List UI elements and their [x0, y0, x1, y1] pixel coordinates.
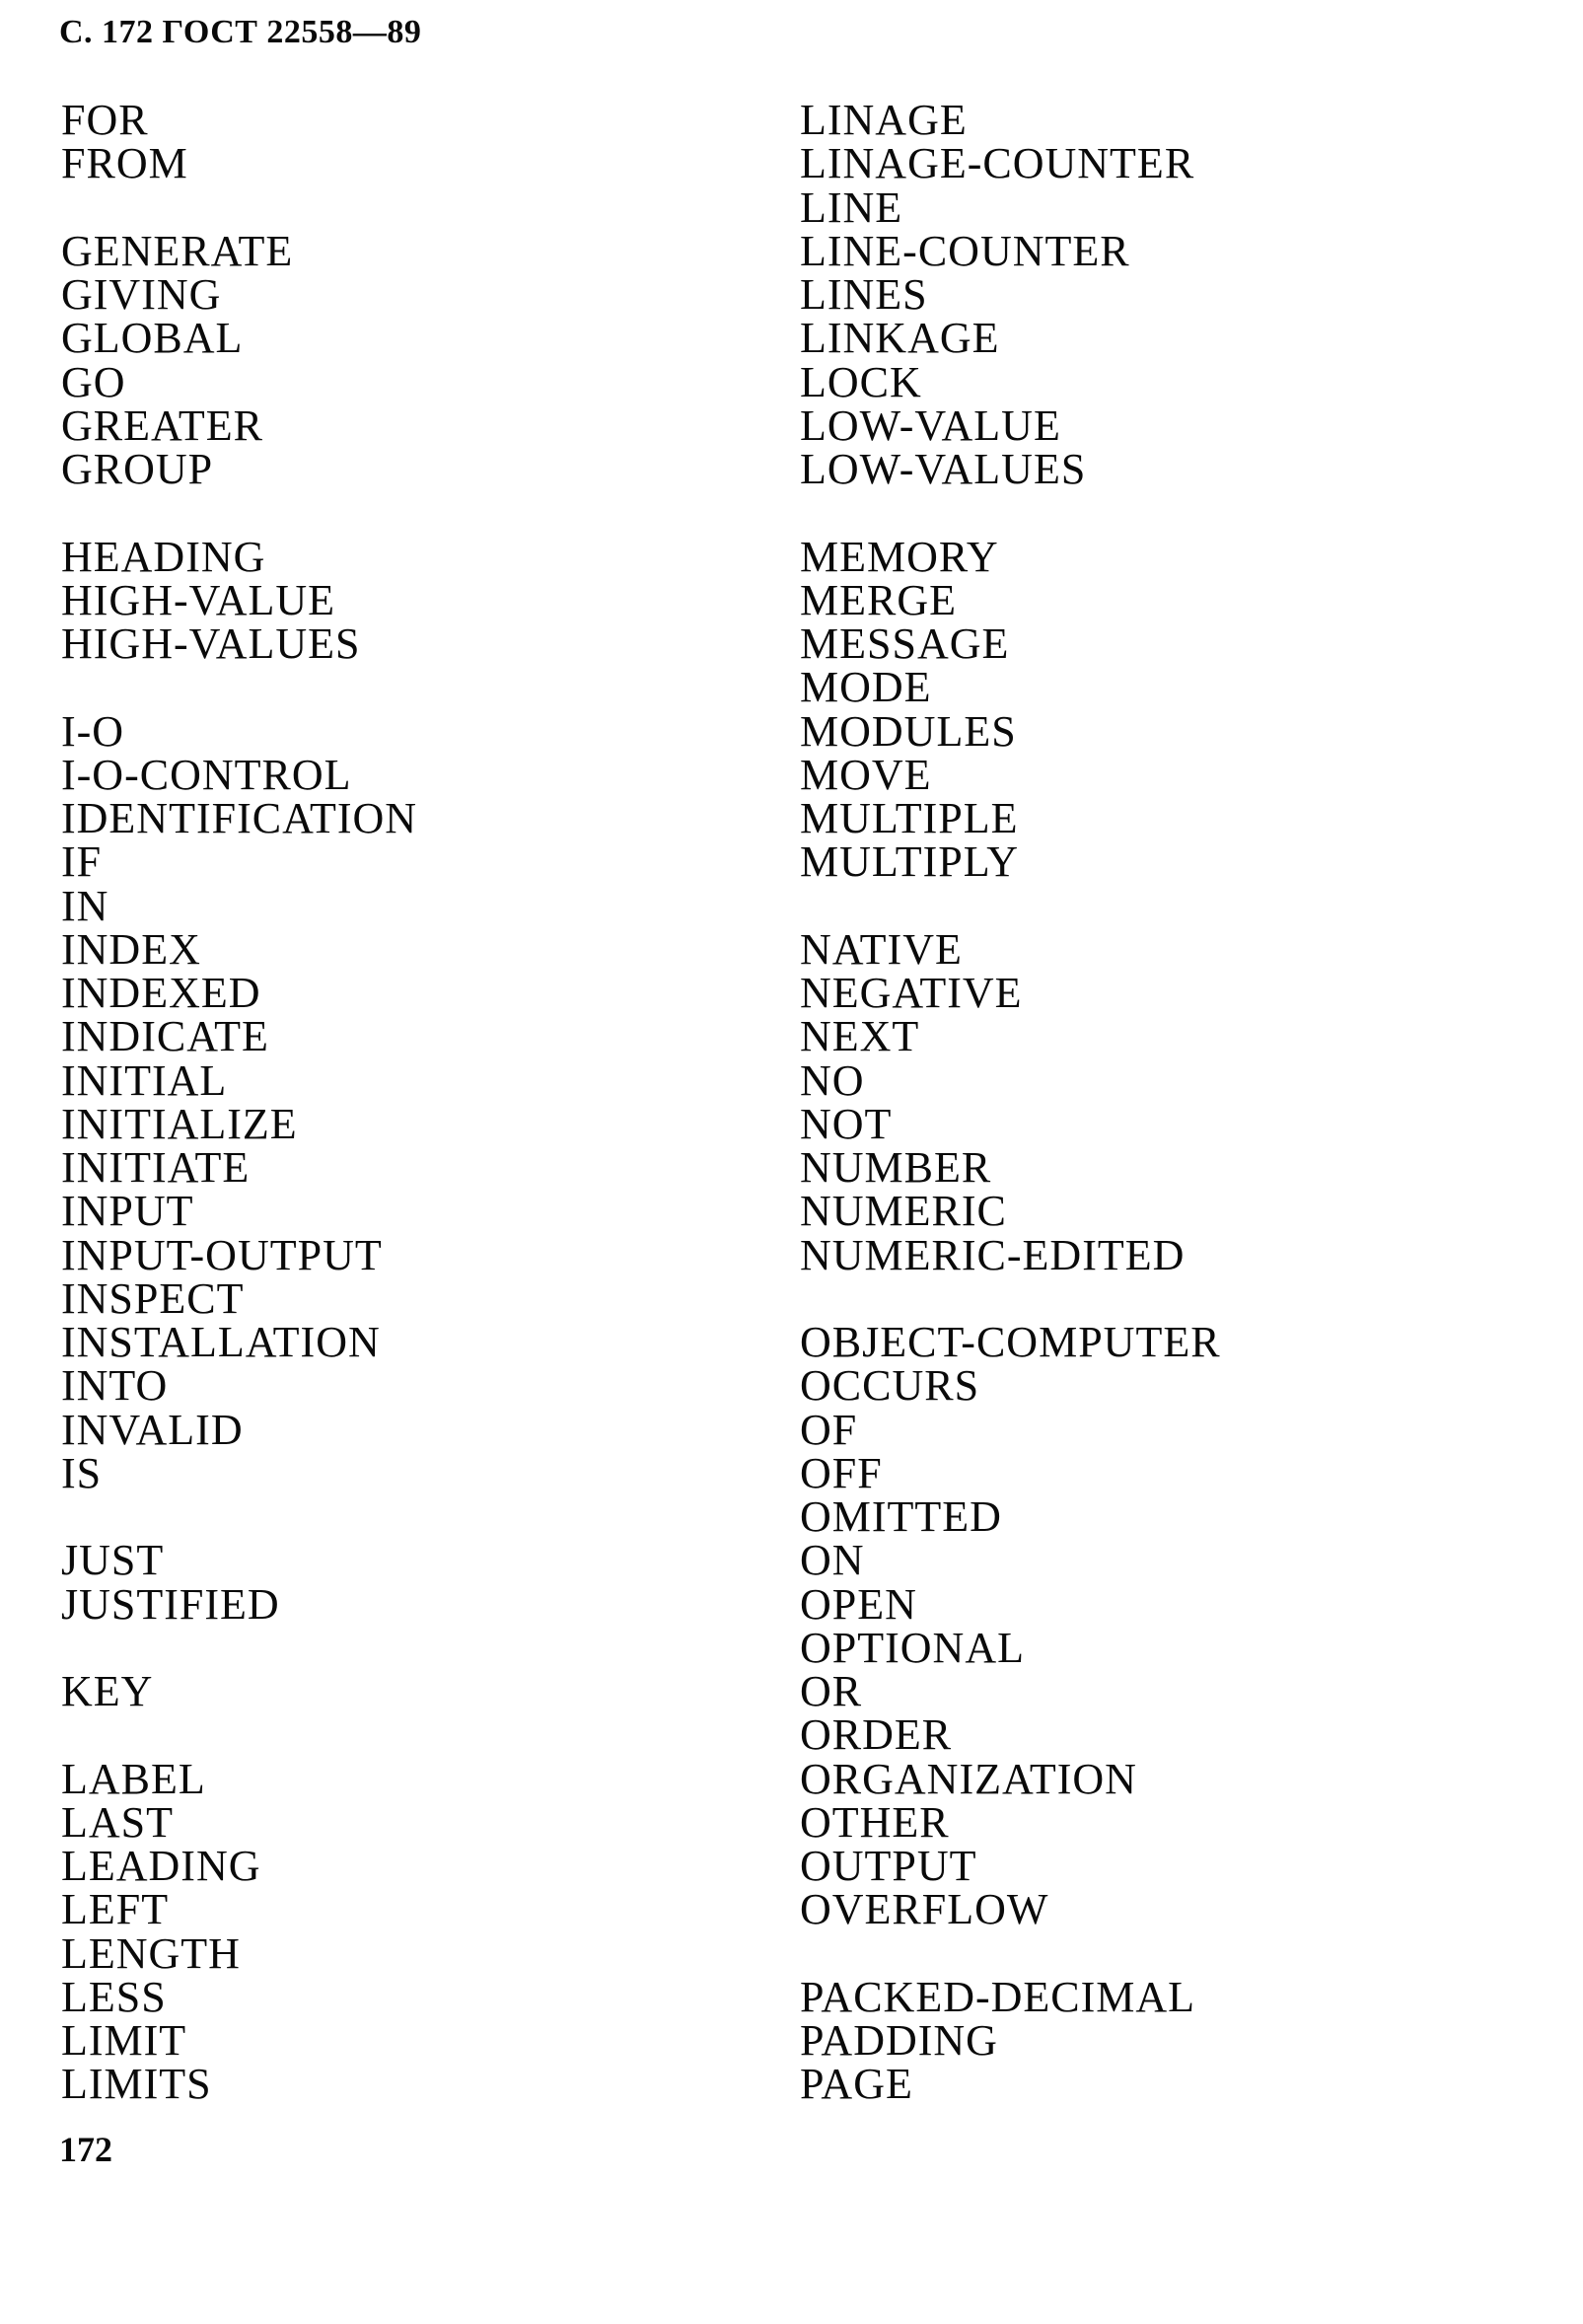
blank-line	[61, 1713, 417, 1757]
reserved-word: INITIATE	[61, 1143, 251, 1192]
blank-line	[800, 1932, 1221, 1976]
reserved-word: GLOBAL	[61, 314, 244, 363]
blank-line	[800, 885, 1221, 928]
reserved-word: LINAGE	[800, 96, 968, 144]
reserved-word: INSTALLATION	[61, 1318, 381, 1366]
reserved-word: LOW-VALUE	[800, 400, 1061, 450]
reserved-word: INDEXED	[61, 969, 261, 1017]
reserved-word: IN	[61, 881, 109, 930]
reserved-word: INVALID	[61, 1405, 244, 1454]
reserved-word: HIGH-VALUE	[61, 575, 336, 624]
reserved-word: OF	[800, 1405, 858, 1454]
reserved-word: MULTIPLE	[800, 794, 1019, 842]
reserved-word: LINE-COUNTER	[800, 226, 1130, 275]
reserved-word: GENERATE	[61, 226, 294, 275]
reserved-word: OFF	[800, 1448, 883, 1497]
reserved-word: NUMBER	[800, 1143, 992, 1192]
blank-line	[61, 1627, 417, 1670]
reserved-word: MULTIPLY	[800, 837, 1019, 887]
reserved-word: GREATER	[61, 400, 263, 450]
reserved-word: OTHER	[800, 1797, 950, 1847]
reserved-word: I-O	[61, 706, 125, 756]
reserved-word: LAST	[61, 1797, 174, 1847]
reserved-word: NEXT	[800, 1012, 920, 1061]
reserved-word: PAGE	[800, 2060, 913, 2109]
blank-line	[61, 1495, 417, 1539]
reserved-word: OR	[800, 1667, 863, 1715]
reserved-word: LINES	[800, 270, 928, 319]
reserved-word: LIMITS	[61, 2060, 212, 2109]
reserved-word: LOCK	[800, 357, 922, 406]
reserved-word: OPTIONAL	[800, 1623, 1025, 1672]
reserved-word: LINE	[800, 182, 903, 232]
reserved-word: LIMIT	[61, 2016, 187, 2065]
reserved-word: LINKAGE	[800, 314, 1000, 363]
page-number: 172	[59, 2130, 112, 2169]
reserved-word: MOVE	[800, 750, 932, 799]
reserved-word: IF	[61, 837, 103, 887]
reserved-word: PACKED-DECIMAL	[800, 1972, 1196, 2021]
reserved-word: NO	[800, 1055, 865, 1105]
reserved-word: INDEX	[61, 924, 201, 974]
reserved-word: IDENTIFICATION	[61, 794, 418, 842]
reserved-word: ON	[800, 1536, 865, 1585]
reserved-word: MESSAGE	[800, 619, 1010, 668]
reserved-word: FROM	[61, 139, 188, 188]
reserved-word: OMITTED	[800, 1492, 1002, 1541]
reserved-word: INDICATE	[61, 1012, 269, 1061]
reserved-word: LENGTH	[61, 1928, 241, 1978]
reserved-word: LEFT	[61, 1885, 170, 1934]
reserved-word: NUMERIC	[800, 1187, 1007, 1236]
reserved-word: NATIVE	[800, 924, 963, 974]
reserved-word: INITIAL	[61, 1055, 228, 1105]
reserved-word: OBJECT-COMPUTER	[800, 1318, 1221, 1366]
reserved-word: PADDING	[800, 2016, 998, 2065]
right-word-column	[800, 96, 1221, 2109]
reserved-word: INTO	[61, 1361, 169, 1411]
reserved-word: INITIALIZE	[61, 1099, 298, 1148]
reserved-word: MODE	[800, 663, 932, 712]
reserved-word: LEADING	[61, 1842, 261, 1890]
reserved-word: INSPECT	[61, 1273, 245, 1323]
reserved-word: ORDER	[800, 1710, 953, 1760]
reserved-word: NEGATIVE	[800, 969, 1023, 1017]
blank-line	[61, 491, 417, 535]
page-header: С. 172 ГОСТ 22558—89	[59, 14, 422, 50]
reserved-word: GIVING	[61, 270, 222, 319]
reserved-word: GO	[61, 357, 126, 406]
reserved-word: LOW-VALUES	[800, 445, 1087, 493]
reserved-word: KEY	[61, 1667, 154, 1715]
left-word-column	[61, 96, 418, 2109]
reserved-word: HIGH-VALUES	[61, 619, 361, 668]
reserved-word: NOT	[800, 1099, 893, 1148]
reserved-word: FOR	[61, 96, 149, 144]
blank-line	[800, 1277, 1221, 1321]
reserved-word: INPUT	[61, 1187, 194, 1236]
reserved-word: I-O-CONTROL	[61, 750, 352, 799]
reserved-word: ORGANIZATION	[800, 1754, 1137, 1803]
reserved-word: OUTPUT	[800, 1842, 977, 1890]
reserved-word: JUSTIFIED	[61, 1579, 280, 1629]
reserved-word: MERGE	[800, 575, 957, 624]
reserved-word: IS	[61, 1448, 103, 1497]
reserved-word: LINAGE-COUNTER	[800, 139, 1195, 188]
blank-line	[61, 666, 417, 709]
blank-line	[61, 186, 417, 230]
reserved-word: MEMORY	[800, 532, 999, 581]
reserved-word: OVERFLOW	[800, 1885, 1049, 1934]
reserved-word: LABEL	[61, 1754, 206, 1803]
reserved-word: NUMERIC-EDITED	[800, 1230, 1186, 1279]
blank-line	[800, 491, 1221, 535]
reserved-word: HEADING	[61, 532, 266, 581]
reserved-word: INPUT-OUTPUT	[61, 1230, 383, 1279]
reserved-word: GROUP	[61, 445, 214, 493]
reserved-word: OCCURS	[800, 1361, 980, 1411]
reserved-word: MODULES	[800, 706, 1017, 756]
reserved-word: OPEN	[800, 1579, 917, 1629]
reserved-word: JUST	[61, 1536, 165, 1585]
reserved-word: LESS	[61, 1972, 167, 2021]
